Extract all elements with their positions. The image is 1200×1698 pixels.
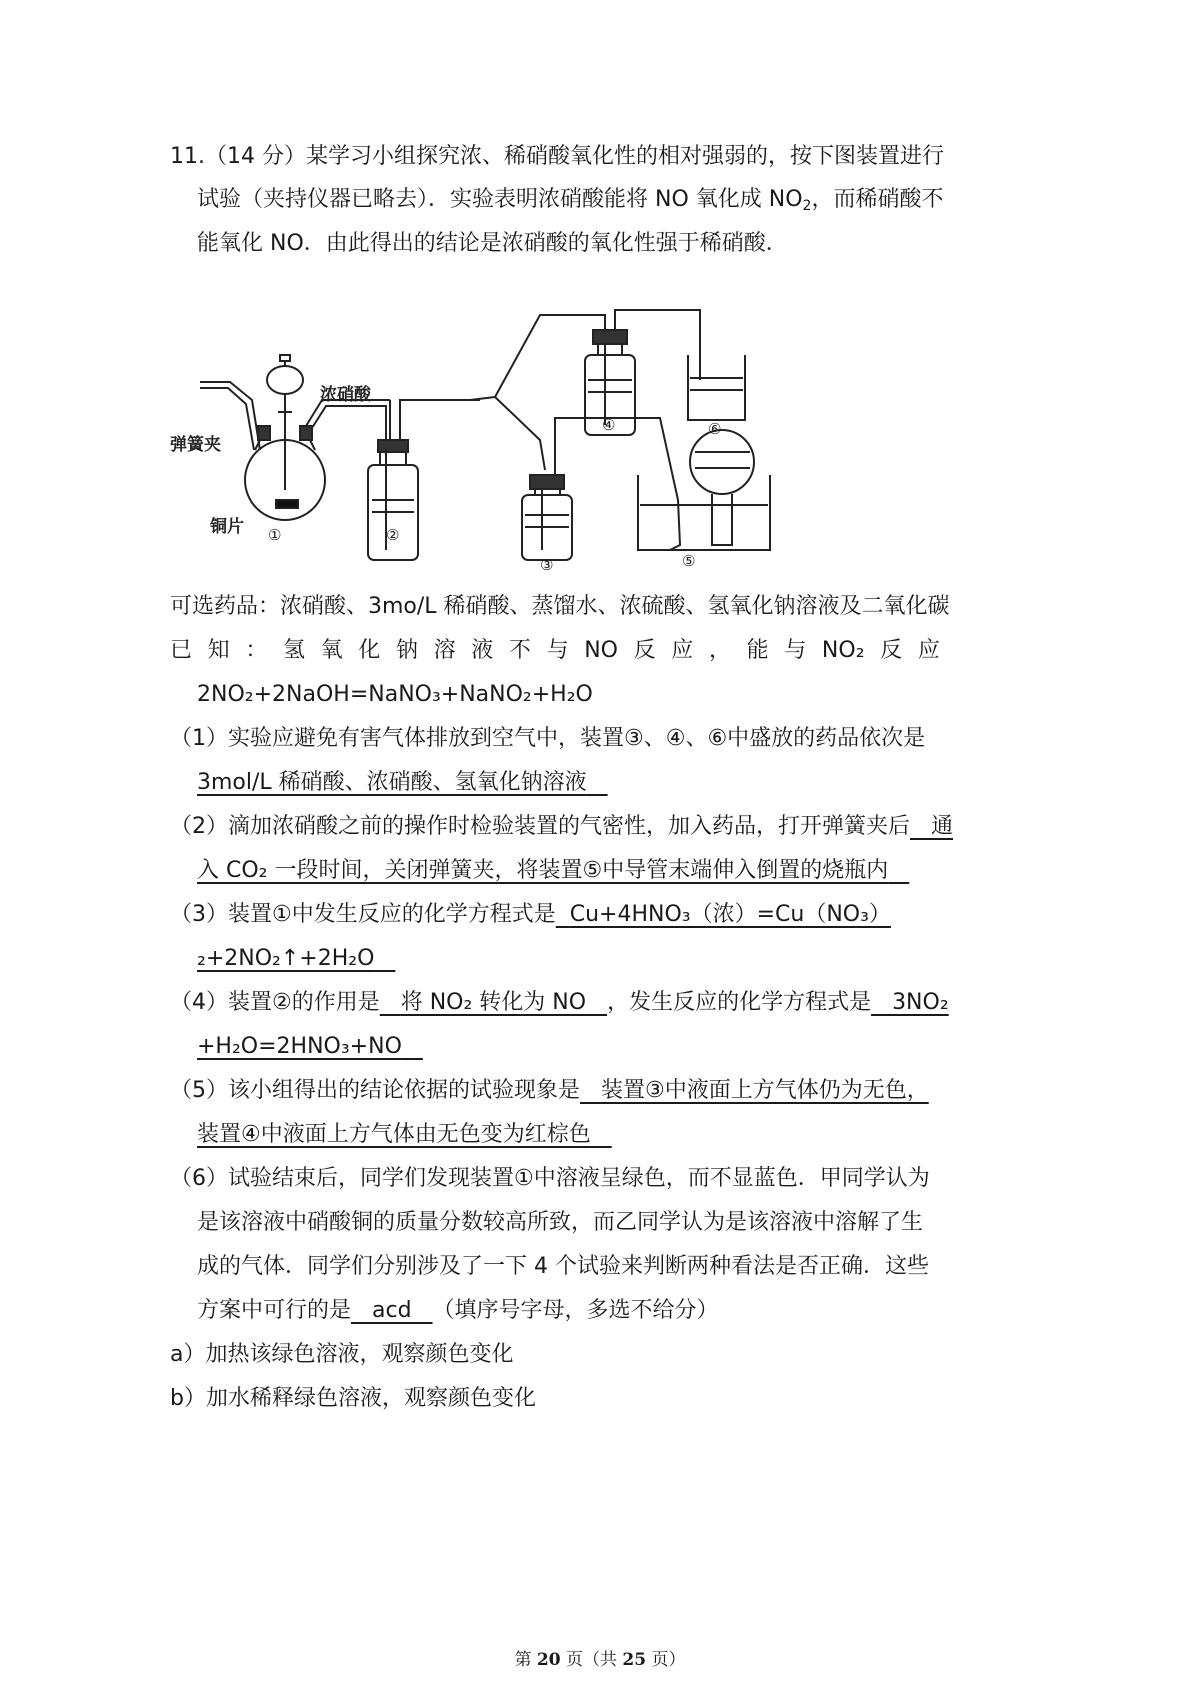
q5-answer-a-text: 装置③中液面上方气体仍为无色， (600, 1078, 929, 1103)
q1-answer (197, 768, 608, 798)
known-word: 氧 (320, 638, 343, 663)
known-word: 化 (358, 638, 381, 663)
footer-mid: 页（共 (566, 1650, 617, 1670)
known-equation: 2NO₂+2NaOH=NaNO₃+NaNO₂+H₂O (197, 682, 593, 707)
footer-post: 页） (651, 1650, 686, 1670)
known-line (170, 636, 940, 666)
q3-answer-a (556, 902, 891, 927)
label-apparatus-6: ⑥ (708, 420, 722, 438)
known-word: 与 (546, 638, 569, 663)
page-footer (0, 1645, 1200, 1670)
reagents-line: 可选药品：浓硝酸、3mo/L 稀硝酸、蒸馏水、浓硫酸、氢氧化钠溶液及二氧化碳 (170, 594, 950, 619)
known-word: 溶 (433, 638, 456, 663)
q6-line-2: 是该溶液中硝酸铜的质量分数较高所致，而乙同学认为是该溶液中溶解了生 (197, 1210, 924, 1235)
question-line-1: 11.（14 分）某学习小组探究浓、稀硝酸氧化性的相对强弱的，按下图装置进行 (170, 144, 944, 169)
q4-text-a: （4）装置②的作用是 (170, 990, 380, 1015)
q6-line-1: （6）试验结束后，同学们发现装置①中溶液呈绿色，而不显蓝色．甲同学认为 (170, 1166, 930, 1191)
q5-answer-b (197, 1120, 612, 1150)
question-line-2: 试验（夹持仪器已略去）．实验表明浓硝酸能将 NO 氧化成 $NO_2$，而稀硝酸不 (197, 187, 944, 214)
q4-answer-c-text: +H₂O=2HNO₃+NO (197, 1034, 402, 1059)
known-word: 氢 (282, 638, 305, 663)
q3-answer-b-text: ₂+2NO₂↑+2H₂O (197, 946, 375, 971)
known-word: 已 (170, 638, 193, 663)
known-word: NO₂ (821, 638, 865, 663)
q4-text-b: ，发生反应的化学方程式是 (607, 990, 872, 1015)
q5-answer-a (580, 1078, 929, 1103)
q2-line-1 (170, 812, 953, 842)
known-word: ， (708, 638, 731, 663)
label-apparatus-2: ② (386, 526, 400, 544)
known-word: 液 (471, 638, 494, 663)
q3-answer-b (197, 944, 395, 974)
footer-page-number: 20 (536, 1650, 561, 1670)
known-word: 应 (917, 638, 940, 663)
known-word: ： (245, 638, 268, 663)
q6-text-a: 方案中可行的是 (197, 1298, 352, 1323)
footer-total-pages: 25 (622, 1650, 647, 1670)
q3-line-1 (170, 900, 891, 930)
footer-pre: 第 (514, 1650, 532, 1670)
q4-answer-b (871, 990, 949, 1015)
q4-answer-a (380, 990, 607, 1015)
label-apparatus-3: ③ (540, 556, 554, 574)
q2-answer-a (910, 814, 953, 839)
question-line-2a: 试验（夹持仪器已略去）．实验表明浓硝酸能将 NO 氧化成 NO (197, 187, 803, 212)
known-word: 知 (207, 638, 230, 663)
q3-text: （3）装置①中发生反应的化学方程式是 (170, 902, 556, 927)
label-concentrated-acid: 浓硝酸 (320, 385, 371, 405)
option-a: a）加热该绿色溶液，观察颜色变化 (170, 1342, 514, 1367)
q2-answer-a-text: 通 (930, 814, 953, 839)
known-word: 不 (508, 638, 531, 663)
label-copper: 铜片 (210, 517, 244, 537)
q2-answer-b (197, 856, 909, 886)
known-word: 钠 (395, 638, 418, 663)
q4-answer-c (197, 1032, 423, 1062)
question-line-3: 能氧化 NO．由此得出的结论是浓硝酸的氧化性强于稀硝酸． (197, 231, 788, 256)
q4-answer-b-text: 3NO₂ (892, 990, 949, 1015)
q6-line-3: 成的气体．同学们分别涉及了一下 4 个试验来判断两种看法是否正确．这些 (197, 1254, 929, 1279)
known-word: NO (584, 638, 618, 663)
q6-line-4 (197, 1296, 719, 1326)
q1-text: （1）实验应避免有害气体排放到空气中，装置③、④、⑥中盛放的药品依次是 (170, 726, 926, 751)
known-word: 能 (746, 638, 769, 663)
question-line-2b: ，而稀硝酸不 (811, 187, 944, 212)
label-spring-clamp: 弹簧夹 (170, 435, 221, 455)
q1-answer-text: 3mol/L 稀硝酸、浓硝酸、氢氧化钠溶液 (197, 770, 587, 795)
q6-answer (351, 1298, 433, 1323)
known-word: 应 (671, 638, 694, 663)
q3-answer-a-text: Cu+4HNO₃（浓）=Cu（NO₃） (569, 902, 891, 927)
label-apparatus-5: ⑤ (682, 552, 696, 570)
known-word: 反 (880, 638, 903, 663)
label-apparatus-4: ④ (602, 416, 616, 434)
option-b: b）加水稀释绿色溶液，观察颜色变化 (170, 1386, 536, 1411)
q5-answer-b-text: 装置④中液面上方气体由无色变为红棕色 (197, 1122, 591, 1147)
q4-line-1 (170, 988, 949, 1018)
q4-answer-a-text: 将 NO₂ 转化为 NO (400, 990, 587, 1015)
label-apparatus-1: ① (268, 526, 282, 544)
q5-line-1 (170, 1076, 929, 1106)
q2-text: （2）滴加浓硝酸之前的操作时检验装置的气密性，加入药品，打开弹簧夹后 (170, 814, 910, 839)
q6-text-b: （填序号字母，多选不给分） (432, 1298, 719, 1323)
q2-answer-b-text: 入 CO₂ 一段时间，关闭弹簧夹，将装置⑤中导管末端伸入倒置的烧瓶内 (197, 858, 889, 883)
known-word: 与 (784, 638, 807, 663)
known-word: 反 (633, 638, 656, 663)
q5-text: （5）该小组得出的结论依据的试验现象是 (170, 1078, 580, 1103)
q6-answer-text: acd (372, 1298, 412, 1323)
apparatus-diagram (170, 300, 780, 580)
